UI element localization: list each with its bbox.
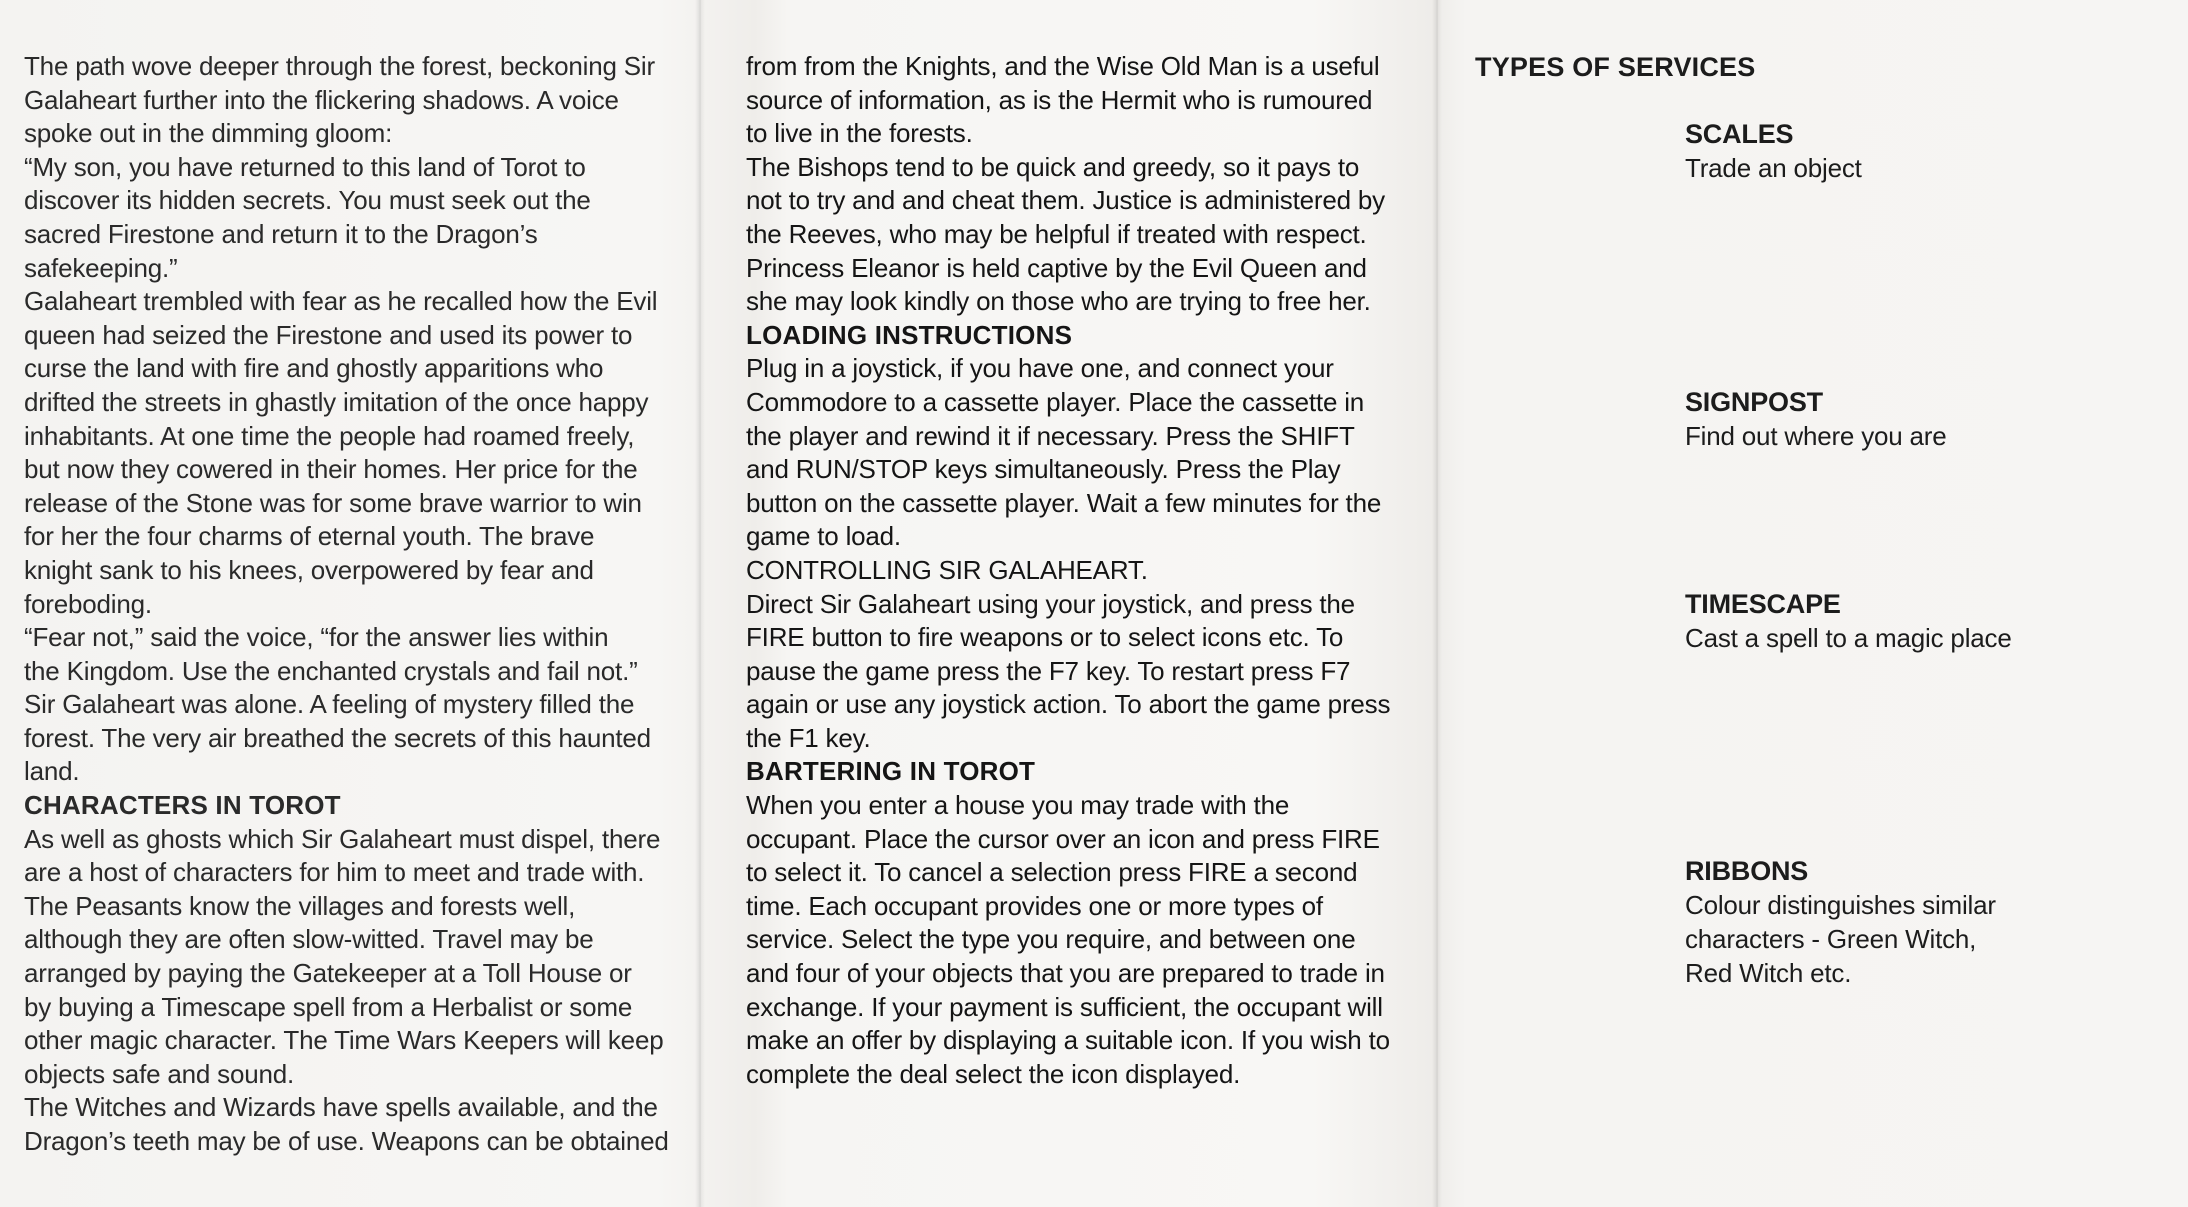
service-name: TIMESCAPE bbox=[1685, 589, 1841, 619]
story-alone: Sir Galaheart was alone. A feeling of mystery filled the forest. The very air breathed the secrets of this haunted land. bbox=[24, 689, 651, 787]
heading-bartering: BARTERING IN TOROT bbox=[746, 756, 1036, 787]
heading-loading: LOADING INSTRUCTIONS bbox=[746, 319, 1073, 350]
service-description: Find out where you are bbox=[1685, 421, 1947, 451]
service-signpost bbox=[1685, 385, 2105, 453]
service-description: Colour distinguishes similar characters - Green Witch, Red Witch etc. bbox=[1685, 890, 1996, 988]
bartering-text: When you enter a house you may trade with the occupant. Place the cursor over an icon and press FIRE to select it. To cancel a selection press FIRE a second time. Each occupant provides one or more types of service. Select the type you require, and between one and four of your objects that you are prepared to trade in exchange. If your payment is sufficient, the occupant will make an offer by displaying a suitable icon. If you wish to complete the deal select the icon displayed. bbox=[746, 790, 1390, 1089]
service-description: Trade an object bbox=[1685, 153, 1862, 183]
story-intro: The path wove deeper through the forest, beckoning Sir Galaheart further into the flickering shadows. A voice spoke out in the dimming gloom: bbox=[24, 51, 655, 149]
controlling-text: Direct Sir Galaheart using your joystick, and press the FIRE button to fire weapons or to select icons etc. To pause the game press the F7 key. To restart press F7 again or use any joystick action. To abort the game press the F1 key. bbox=[746, 588, 1391, 753]
service-scales bbox=[1685, 117, 2105, 185]
service-name: SIGNPOST bbox=[1685, 387, 1823, 417]
service-name: RIBBONS bbox=[1685, 856, 1809, 886]
service-timescape bbox=[1685, 587, 2105, 655]
characters-continued: from from the Knights, and the Wise Old Man is a useful source of information, as is the Hermit who is rumoured to live in the forests. bbox=[746, 51, 1380, 149]
right-panel bbox=[1475, 50, 2115, 988]
characters-text: As well as ghosts which Sir Galaheart must dispel, there are a host of characters for him to meet and trade with. The Peasants know the villages and forests well, although they are often slow-witted. Travel may be arranged by paying the Gatekeeper at a Toll House or by buying a Timescape spell from a Herbalist or some other magic character. The Time Wars Keepers will keep objects safe and sound. bbox=[24, 823, 664, 1089]
services-title: TYPES OF SERVICES bbox=[1475, 52, 1756, 82]
loading-text: Plug in a joystick, if you have one, and connect your Commodore to a cassette player. Place the cassette in the player and rewind it if necessary. Press the SHIFT and RUN/STOP keys simultaneously. Press the Play button on the cassette player. Wait a few minutes for the game to load. bbox=[746, 353, 1382, 552]
left-panel bbox=[24, 50, 696, 1159]
heading-characters: CHARACTERS IN TOROT bbox=[24, 790, 341, 821]
characters-bishops: The Bishops tend to be quick and greedy, so it pays to not to try and and cheat them. Justice is administered by the Reeves, who may be helpful if treated with respect. Princess Eleanor is held captive by the Evil Queen and she may look kindly on those who are trying to free her. bbox=[746, 151, 1385, 317]
middle-panel bbox=[746, 50, 1416, 1091]
characters-text-2: The Witches and Wizards have spells available, and the Dragon’s teeth may be of use. Weapons can be obtained bbox=[24, 1092, 669, 1156]
page-fold-right bbox=[1432, 0, 1442, 1207]
story-evil-queen: Galaheart trembled with fear as he recalled how the Evil queen had seized the Firestone and used its power to curse the land with fire and ghostly apparitions who drifted the streets in ghastly imitation of the once happy inhabitants. At one time the people had roamed freely, but now they cowered in their homes. Her price for the release of the Stone was for some brave warrior to win for her the four charms of eternal youth. The brave knight sank to his knees, overpowered by fear and foreboding. bbox=[24, 286, 658, 619]
voice-quote: “My son, you have returned to this land of Torot to discover its hidden secrets. You must seek out the sacred Firestone and return it to the Dragon’s safekeeping.” bbox=[24, 151, 591, 283]
voice-quote-2: “Fear not,” said the voice, “for the answer lies within the Kingdom. Use the enchanted crystals and fail not.” bbox=[24, 622, 638, 686]
service-ribbons bbox=[1685, 854, 2105, 990]
service-name: SCALES bbox=[1685, 119, 1794, 149]
service-description: Cast a spell to a magic place bbox=[1685, 623, 2012, 653]
heading-controlling: CONTROLLING SIR GALAHEART. bbox=[746, 554, 1148, 585]
page-fold-left bbox=[695, 0, 705, 1207]
